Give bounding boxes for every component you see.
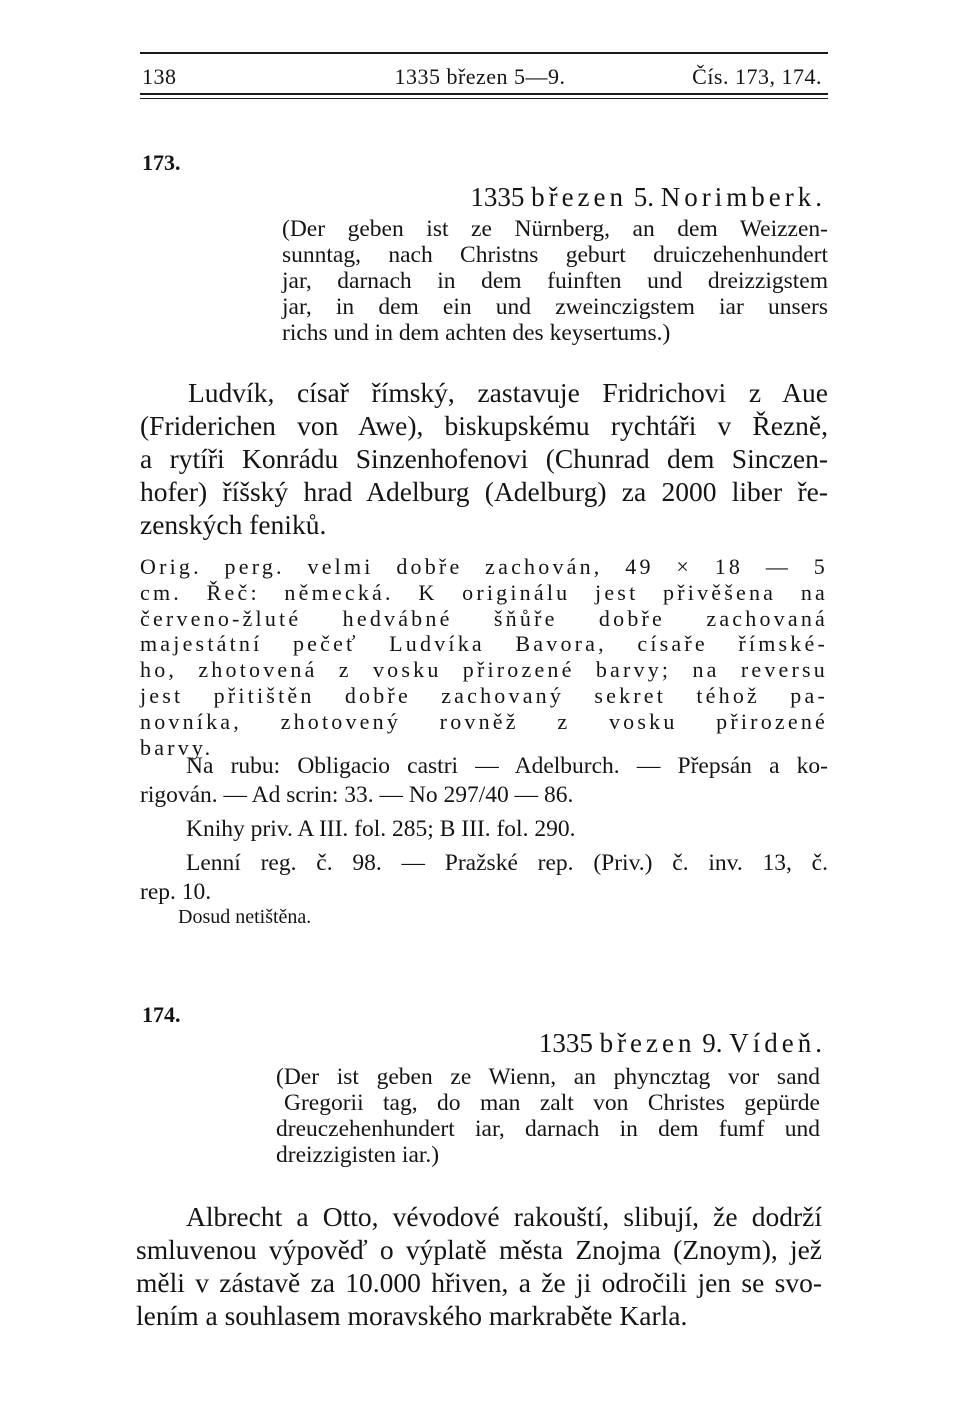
text-line: dreuczehenhundert iar, darnach in dem fumf und xyxy=(276,1116,820,1142)
text-line: Ludvík, císař římský, zastavuje Fridrichovi z Aue xyxy=(188,377,828,408)
dateline-month: březen xyxy=(531,182,628,212)
document-number: 173. xyxy=(142,150,181,175)
czech-summary xyxy=(136,1200,822,1332)
german-dating-clause xyxy=(276,1064,820,1168)
text-line: novníka, zhotovený rovněž z vosku přirozené xyxy=(140,708,828,734)
dateline-day: 5. xyxy=(633,182,655,212)
text-line: červeno-žluté hedvábné šňůře dobře zachovaná xyxy=(140,605,828,631)
text-line: ho, zhotovená z vosku přirozené barvy; na reversu xyxy=(140,657,828,683)
text-line: jar, darnach in dem fuinften und dreizzigstem xyxy=(282,268,828,294)
czech-summary xyxy=(140,376,828,541)
text-line: měli v zástavě za 10.000 hřiven, a že ji odročili jen se svo- xyxy=(136,1267,822,1298)
dateline-place: Norimberk. xyxy=(660,182,826,212)
seal-description xyxy=(140,554,828,760)
document-dateline xyxy=(470,182,826,213)
text-line: richs und in dem achten des keysertums.) xyxy=(282,320,671,346)
dateline-year: 1335 xyxy=(470,182,525,212)
text-line: cm. Řeč: německá. K originálu jest přivěšena na xyxy=(140,579,828,605)
text-line: hofer) říšský hrad Adelburg (Adelburg) za 2000 liber ře- xyxy=(140,476,828,507)
document-number: 174. xyxy=(142,1002,181,1027)
header-rule-top xyxy=(140,52,828,54)
text-line: (Friderichen von Awe), biskupskému rychtáři v Řezně, xyxy=(140,410,828,441)
running-header-numbers: Čís. 173, 174. xyxy=(692,64,822,89)
text-line: Gregorii tag, do man zalt von Christes gepürde xyxy=(284,1090,820,1116)
text-line: (Der geben ist ze Nürnberg, an dem Weizzen- xyxy=(282,216,828,242)
text-line: (Der ist geben ze Wienn, an phyncztag vor sand xyxy=(276,1064,820,1090)
text-line: jest přitištěn dobře zachovaný sekret téhož pa- xyxy=(140,682,828,708)
document-dateline xyxy=(539,1028,826,1059)
text-line: rep. 10. xyxy=(140,879,212,905)
text-line: Lenní reg. č. 98. — Pražské rep. (Priv.) č. inv. 13, č. xyxy=(186,850,828,876)
text-line: a rytíři Konrádu Sinzenhofenovi (Chunrad dem Sinczen- xyxy=(140,443,828,474)
text-line: majestátní pečeť Ludvíka Bavora, císaře římské- xyxy=(140,631,828,657)
text-line: jar, in dem ein und zweinczigstem iar unsers xyxy=(282,294,828,320)
dateline-day: 9. xyxy=(702,1028,723,1058)
german-dating-clause xyxy=(282,216,828,346)
text-line: Albrecht a Otto, vévodové rakouští, slibují, že dodrží xyxy=(186,1201,822,1232)
text-line: rigován. — Ad scrin: 33. — No 297/40 — 86. xyxy=(140,782,574,808)
text-line: lením a souhlasem moravského markraběte Karla. xyxy=(136,1300,688,1331)
dateline-place: Vídeň. xyxy=(729,1028,826,1058)
running-header-date: 1335 březen 5—9. xyxy=(394,64,566,89)
text-line: Na rubu: Obligacio castri — Adelburch. — Přepsán a ko- xyxy=(186,753,828,779)
text-line: barvy. xyxy=(140,734,214,760)
text-line: dreizzigisten iar.) xyxy=(276,1142,440,1168)
page-number: 138 xyxy=(142,64,177,89)
header-rule-bottom-thin xyxy=(140,98,828,99)
text-line: smluvenou výpověď o výplatě města Znojma (Znoym), jež xyxy=(136,1234,822,1265)
text-line: Orig. perg. velmi dobře zachován, 49 × 18 — 5 xyxy=(140,554,828,579)
dateline-month: březen xyxy=(599,1028,696,1058)
edition-note: Dosud netištěna. xyxy=(178,906,312,928)
header-rule-bottom xyxy=(140,93,828,95)
dateline-year: 1335 xyxy=(538,1028,593,1058)
text-line: zenských feniků. xyxy=(140,509,327,540)
text-line: sunntag, nach Christns geburt druiczehenhundert xyxy=(282,242,828,268)
text-line: Knihy priv. A III. fol. 285; B III. fol. 290. xyxy=(186,816,576,842)
archival-notes xyxy=(140,752,828,907)
